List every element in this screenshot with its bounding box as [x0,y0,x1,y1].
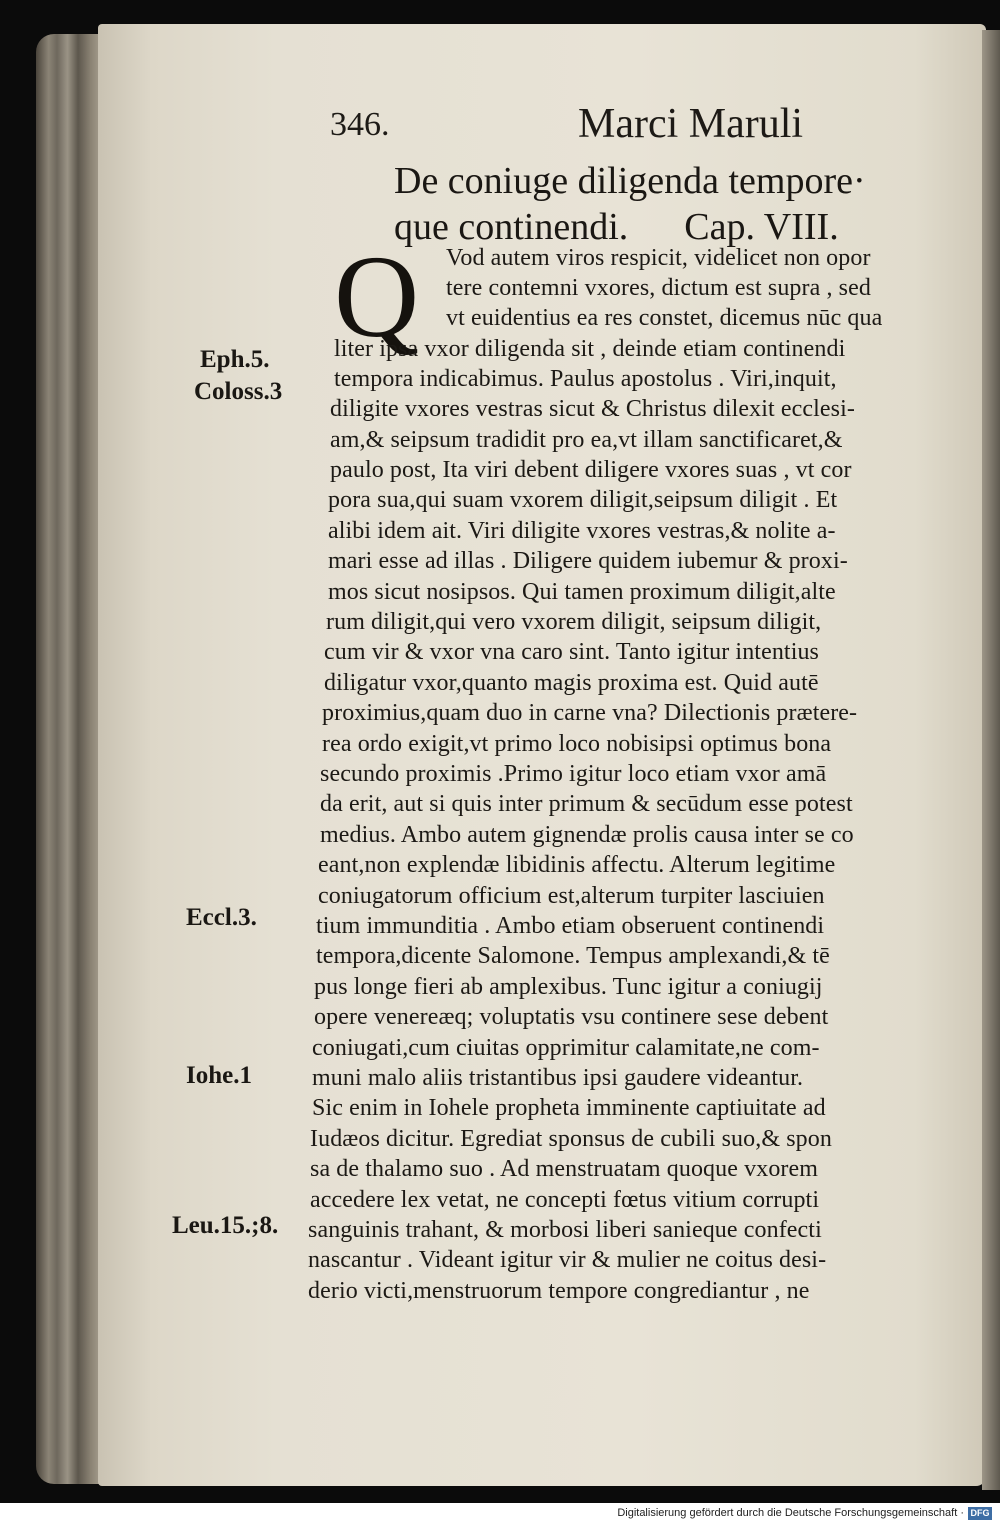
body-line: am,& seipsum tradidit pro ea,vt illam sanctificaret,& [330,427,843,453]
body-line: alibi idem ait. Viri diligite vxores vestras,& nolite a- [328,518,836,544]
body-line: paulo post, Ita viri debent diligere vxores suas , vt cor [330,457,852,483]
margin-note-leu: Leu.15.;8. [172,1212,279,1239]
body-line: diligatur vxor,quanto magis proxima est. Quid autē [324,670,819,696]
body-line: Vod autem viros respicit, videlicet non opor [446,245,871,271]
margin-note-eph: Eph.5. [200,346,270,373]
book-fore-edge [36,34,106,1484]
body-line: sanguinis trahant, & morbosi liberi sanieque confecti [308,1217,822,1243]
chapter-title-line2 [394,204,954,250]
body-line: coniugatorum officium est,alterum turpiter lasciuien [318,883,825,909]
body-line: accedere lex vetat, ne concepti fœtus vitium corrupti [310,1187,820,1213]
body-line: diligite vxores vestras sicut & Christus dilexit ecclesi- [330,396,855,422]
chapter-title-line1: De coniuge diligenda tempore· [394,160,866,202]
chapter-title [394,158,954,250]
body-line: Iudæos dicitur. Egrediat sponsus de cubili suo,& spon [310,1126,832,1152]
body-line: pus longe fieri ab amplexibus. Tunc igitur a coniugij [314,974,823,1000]
body-line: tere contemni vxores, dictum est supra , sed [446,275,871,301]
funding-credit: Digitalisierung gefördert durch die Deutsche Forschungsgemeinschaft · [617,1507,964,1519]
body-line: cum vir & vxor vna caro sint. Tanto igitur intentius [324,639,819,665]
margin-note-coloss: Coloss.3 [194,378,283,405]
body-line: eant,non explendæ libidinis affectu. Alterum legitime [318,852,836,878]
margin-note-eccl: Eccl.3. [186,904,257,931]
chapter-label: Cap. VIII. [684,206,839,248]
body-line: tempora indicabimus. Paulus apostolus . Viri,inquit, [334,366,837,392]
body-line: pora sua,qui suam vxorem diligit,seipsum diligit . Et [328,487,838,513]
body-line: derio victi,menstruorum tempore congrediantur , ne [308,1278,810,1304]
body-line: mos sicut nosipsos. Qui tamen proximum diligit,alte [328,579,836,605]
body-line: rum diligit,qui vero vxorem diligit, seipsum diligit, [326,609,822,635]
margin-note-iohel: Iohe.1 [186,1062,252,1089]
body-line: secundo proximis .Primo igitur loco etiam vxor amā [320,761,827,787]
body-line: liter ipsa vxor diligenda sit , deinde etiam continendi [334,336,846,362]
running-head: Marci Maruli [578,101,804,147]
digitization-footer [0,1503,1000,1524]
body-line: medius. Ambo autem gignendæ prolis causa inter se co [320,822,854,848]
body-line: mari esse ad illas . Diligere quidem iubemur & proxi- [328,548,848,574]
body-line: muni malo aliis tristantibus ipsi gaudere videantur. [312,1065,804,1091]
body-line: proximius,quam duo in carne vna? Dilectionis prætere- [322,700,858,726]
body-line: tium immunditia . Ambo etiam obseruent continendi [316,913,825,939]
body-line: rea ordo exigit,vt primo loco nobisipsi optimus bona [322,731,832,757]
body-line: tempora,dicente Salomone. Tempus amplexandi,& tē [316,943,830,969]
body-line: coniugati,cum ciuitas opprimitur calamitate,ne com- [312,1035,820,1061]
book-binding-edge [982,30,1000,1490]
chapter-title-line2-text: que continendi. [394,206,629,248]
body-line: Sic enim in Iohele propheta imminente captiuitate ad [312,1095,826,1121]
page-header [330,100,830,160]
body-line: sa de thalamo suo . Ad menstruatam quoque vxorem [310,1156,819,1182]
drop-cap: Q [334,231,420,362]
body-line: vt euidentius ea res constet, dicemus nūc qua [446,305,883,331]
body-line: nascantur . Videant igitur vir & mulier ne coitus desi- [308,1247,827,1273]
page-number: 346. [330,106,390,143]
body-line: da erit, aut si quis inter primum & secūdum esse potest [320,791,853,817]
body-line: opere venereæq; voluptatis vsu continere sese debent [314,1004,829,1030]
dfg-logo-icon: DFG [968,1507,992,1520]
